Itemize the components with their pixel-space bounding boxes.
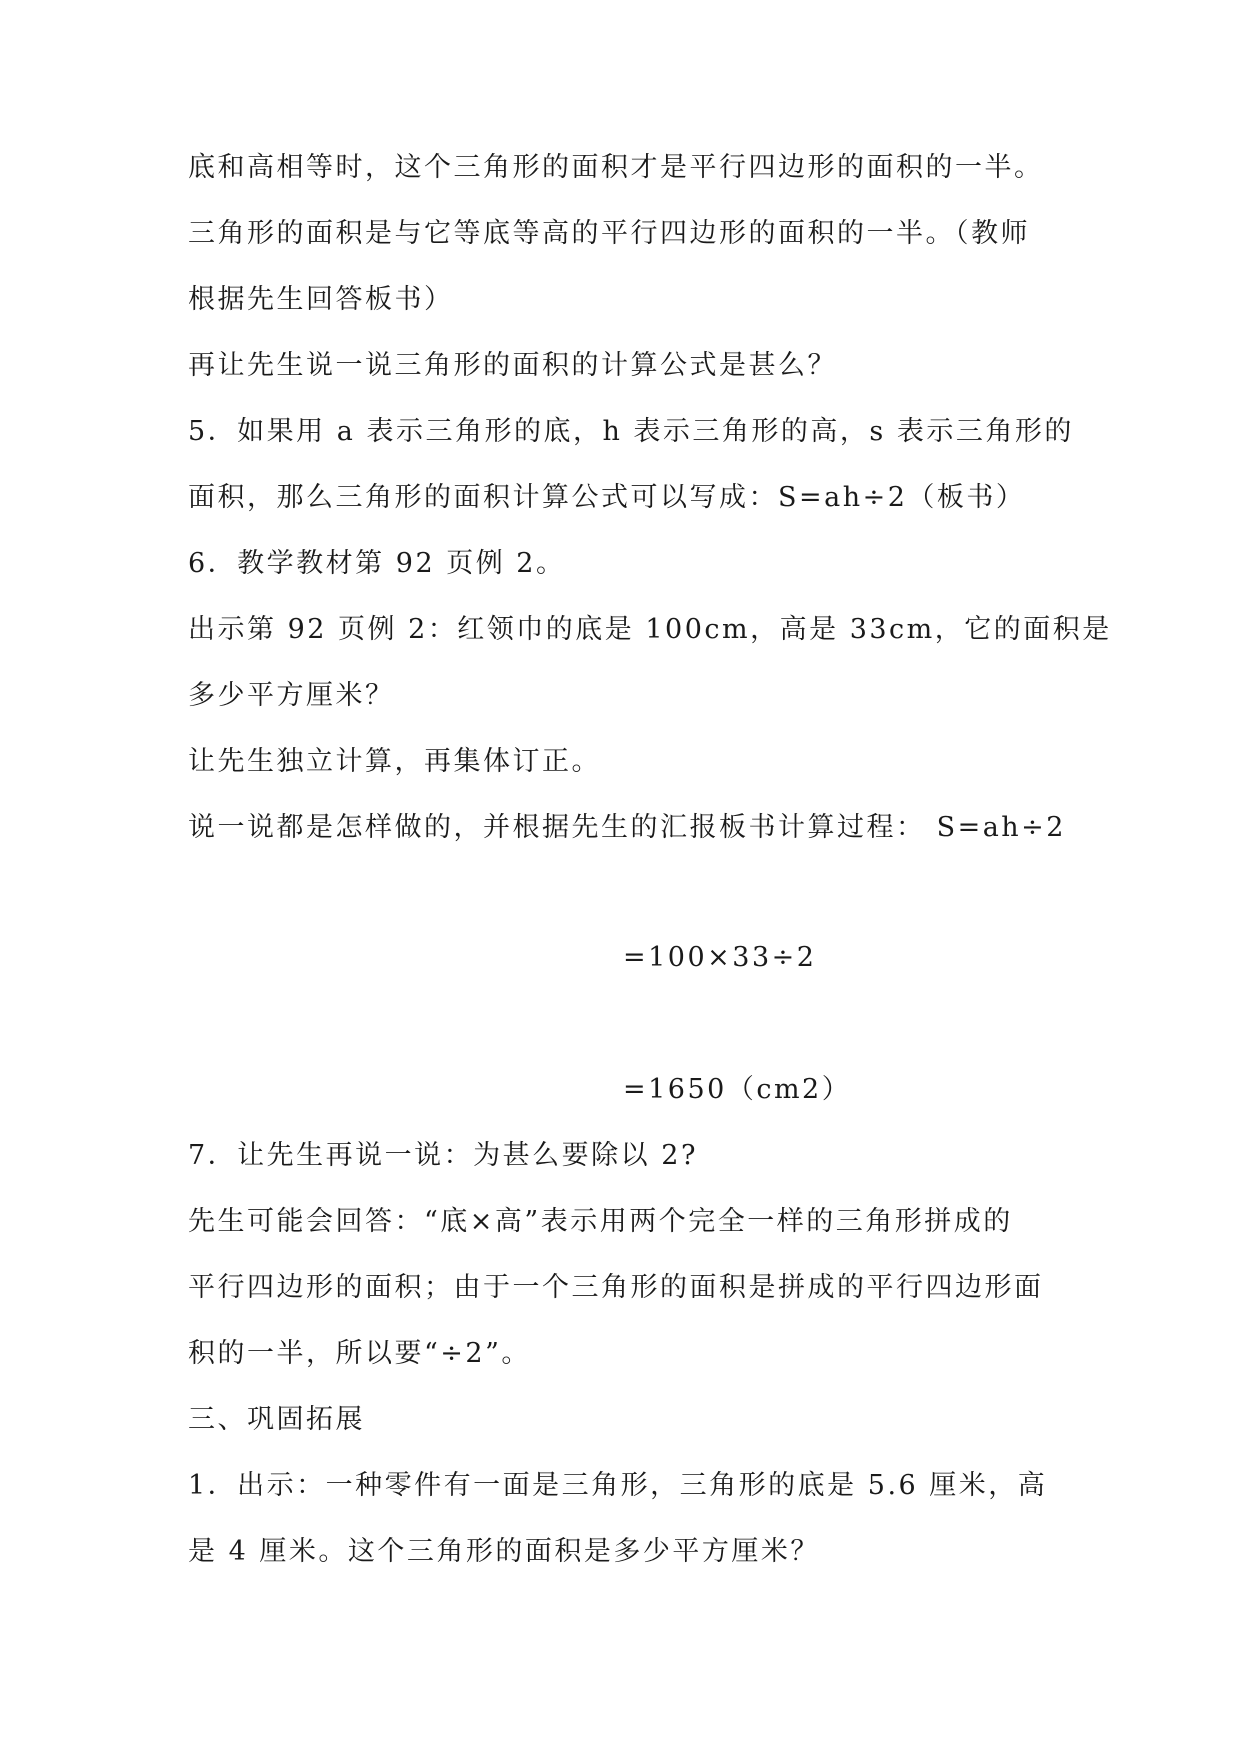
text-line: 出示第 92 页例 2：红领巾的底是 100cm，高是 33cm，它的面积是 [188,614,1112,645]
text-line: 多少平方厘米？ [188,680,395,711]
section-heading: 三、巩固拓展 [188,1404,365,1435]
formula-line: =100×33÷2 [623,942,817,973]
text-line: 让先生独立计算，再集体订正。 [188,746,601,777]
text-line: 是 4 厘米。这个三角形的面积是多少平方厘米？ [188,1536,820,1567]
text-line: 再让先生说一说三角形的面积的计算公式是甚么？ [188,350,837,381]
text-line: 平行四边形的面积；由于一个三角形的面积是拼成的平行四边形面 [188,1272,1044,1303]
text-line: 三角形的面积是与它等底等高的平行四边形的面积的一半。（教师 [188,218,1030,249]
formula-line: =1650（cm2） [623,1074,852,1105]
text-line: 底和高相等时，这个三角形的面积才是平行四边形的面积的一半。 [188,152,1044,183]
text-line: 7．让先生再说一说：为甚么要除以 2? [188,1140,698,1171]
text-line: 1．出示：一种零件有一面是三角形，三角形的底是 5.6 厘米，高 [188,1470,1048,1501]
text-line: 根据先生回答板书） [188,284,454,315]
text-line: 先生可能会回答：“底×高”表示用两个完全一样的三角形拼成的 [188,1206,1013,1237]
text-line: 面积，那么三角形的面积计算公式可以写成：S=ah÷2（板书） [188,482,1026,513]
text-line: 说一说都是怎样做的，并根据先生的汇报板书计算过程： S=ah÷2 [188,812,1066,843]
text-line: 5．如果用 a 表示三角形的底，h 表示三角形的高，s 表示三角形的 [188,416,1074,447]
text-line: 积的一半，所以要“÷2”。 [188,1338,531,1369]
text-line: 6．教学教材第 92 页例 2。 [188,548,566,579]
